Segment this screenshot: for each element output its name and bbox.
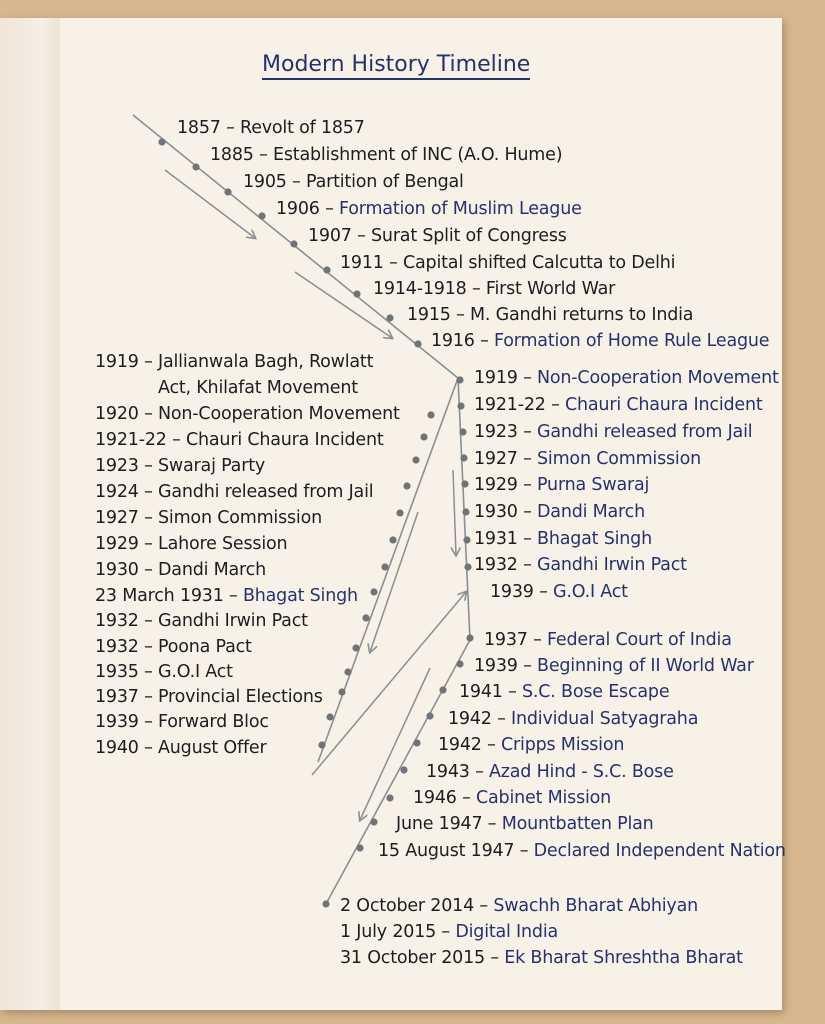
timeline-dot [459,428,466,435]
timeline-dot [414,340,421,347]
event-description: Chauri Chaura Incident [565,395,763,415]
event-description: Digital India [455,922,559,942]
event-date: 1943 – [426,762,490,782]
event-date: 1940 – [95,738,159,758]
timeline-dot [323,266,330,273]
timeline-event [95,482,373,502]
timeline-event [396,814,654,834]
event-description: Act, Khilafat Movement [158,378,358,398]
event-description: Dandi March [158,560,266,580]
timeline-event [459,682,669,702]
event-date: 1923 – [95,456,159,476]
timeline-dot [322,900,329,907]
timeline-event [484,630,732,650]
event-date: 1911 – [340,253,404,273]
event-date: 23 March 1931 – [95,586,243,606]
event-date: 1919 – [95,352,159,372]
event-description: Purna Swaraj [537,475,650,495]
event-date: 1942 – [448,709,512,729]
event-description: Chauri Chaura Incident [186,430,384,450]
event-description: Establishment of INC (A.O. Hume) [273,145,563,165]
timeline-dot [400,766,407,773]
timeline-event [474,502,645,522]
event-date: 1937 – [484,630,548,650]
event-description: Gandhi Irwin Pact [537,555,687,575]
timeline-event [490,582,628,602]
timeline-dot [457,402,464,409]
timeline-event [448,709,698,729]
event-date: 1923 – [474,422,538,442]
timeline-event [474,368,779,388]
timeline-event [340,253,675,273]
timeline-event [474,529,652,549]
event-date: 1 July 2015 – [340,922,456,942]
timeline-event [95,738,266,758]
event-description: Swachh Bharat Abhiyan [493,896,698,916]
event-description: Surat Split of Congress [371,226,567,246]
timeline-event [378,841,786,861]
timeline-dot [386,314,393,321]
timeline-dot [352,644,359,651]
event-description: Revolt of 1857 [240,118,365,138]
timeline-event [210,145,562,165]
event-date: 1857 – [177,118,241,138]
event-date: 1930 – [95,560,159,580]
timeline-dot [381,563,388,570]
event-date: 1927 – [95,508,159,528]
timeline-dot [466,634,473,641]
timeline-dot [464,563,471,570]
timeline-event [431,331,769,351]
event-date: 1932 – [474,555,538,575]
timeline-event [243,172,464,192]
event-date: 31 October 2015 – [340,948,505,968]
event-description: M. Gandhi returns to India [470,305,694,325]
timeline-event [95,662,233,682]
event-date: 1921-22 – [474,395,565,415]
timeline-dot [463,536,470,543]
event-date: 1929 – [95,534,159,554]
event-description: Bhagat Singh [537,529,652,549]
event-description: Cabinet Mission [476,788,612,808]
event-description: Cripps Mission [501,735,625,755]
event-description: August Offer [158,738,267,758]
event-description: Simon Commission [158,508,322,528]
event-date: 1906 – [276,199,340,219]
timeline-event [276,199,582,219]
timeline-event [95,586,358,606]
timeline-dot [413,739,420,746]
event-date: 1905 – [243,172,307,192]
timeline-dot [389,536,396,543]
timeline-dot [460,454,467,461]
timeline-event [95,687,323,707]
timeline-event [95,560,266,580]
timeline-dot [427,411,434,418]
timeline-dot [412,456,419,463]
timeline-dot [396,509,403,516]
event-date: 1916 – [431,331,495,351]
timeline-dot [420,433,427,440]
event-description: Beginning of II World War [537,656,754,676]
event-description: Dandi March [537,502,645,522]
timeline-event [95,430,384,450]
timeline-dot [461,480,468,487]
event-date: 1885 – [210,145,274,165]
event-description: Formation of Home Rule League [494,331,770,351]
timeline-dot [456,660,463,667]
timeline-event [95,637,252,657]
event-date: 1931 – [474,529,538,549]
timeline-dot [338,688,345,695]
arrow-4 [453,470,456,555]
event-description: Swaraj Party [158,456,266,476]
event-date: 1946 – [413,788,477,808]
event-date: 1919 – [474,368,538,388]
event-date: 15 August 1947 – [378,841,534,861]
event-description: G.O.I Act [158,662,233,682]
timeline-dot [353,290,360,297]
timeline-event [95,508,322,528]
event-description: Simon Commission [537,449,701,469]
event-date: 1921-22 – [95,430,186,450]
timeline-event [95,611,308,631]
timeline-event [426,762,674,782]
event-date: 1937 – [95,687,159,707]
timeline-dot [326,713,333,720]
event-description: Bhagat Singh [242,586,358,606]
event-description: Partition of Bengal [306,172,464,192]
timeline-dot [344,668,351,675]
event-description: Poona Pact [158,637,252,657]
timeline-event [95,534,287,554]
event-date: 1932 – [95,611,159,631]
event-description: Ek Bharat Shreshtha Bharat [504,948,743,968]
event-description: Provincial Elections [158,687,323,707]
event-date: 1939 – [95,712,159,732]
timeline-event [340,922,558,942]
timeline-event [177,118,365,138]
event-description: Non-Cooperation Movement [158,404,400,424]
timeline-dot [290,240,297,247]
timeline-dot [258,212,265,219]
timeline-event [474,656,754,676]
event-description: Mountbatten Plan [501,814,654,834]
event-date: 1914-1918 – [373,279,486,299]
event-date: 1935 – [95,662,159,682]
timeline-dot [370,588,377,595]
event-date: June 1947 – [396,814,502,834]
event-date: 1930 – [474,502,538,522]
timeline-event [95,352,373,372]
event-description: Gandhi released from Jail [537,422,753,442]
timeline-event [474,555,687,575]
timeline-event [95,404,400,424]
timeline-dot [318,741,325,748]
timeline-dot [426,712,433,719]
timeline-dot [370,818,377,825]
event-date: 1932 – [95,637,159,657]
timeline-dot [386,794,393,801]
timeline-dot [456,376,463,383]
event-description: Gandhi Irwin Pact [158,611,308,631]
timeline-event [95,456,265,476]
event-description: Forward Bloc [158,712,269,732]
event-date: 1939 – [490,582,554,602]
event-description: Jallianwala Bagh, Rowlatt [158,352,374,372]
event-description: Capital shifted Calcutta to Delhi [403,253,676,273]
event-description: S.C. Bose Escape [522,682,670,702]
event-date: 1939 – [474,656,538,676]
timeline-dot [224,188,231,195]
timeline-event [158,378,358,398]
event-date: 1915 – [407,305,471,325]
event-description: Declared Independent Nation [533,841,786,861]
timeline-event [340,948,743,968]
timeline-event [413,788,611,808]
event-description: Lahore Session [158,534,288,554]
arrow-1 [165,170,255,238]
timeline-dot [462,508,469,515]
timeline-event [474,422,752,442]
event-description: Non-Cooperation Movement [537,368,779,388]
event-description: Formation of Muslim League [339,199,582,219]
timeline-event [95,712,269,732]
event-date: 1920 – [95,404,159,424]
timeline-dot [192,163,199,170]
timeline-dot [158,138,165,145]
event-date: 1924 – [95,482,159,502]
timeline-event [407,305,693,325]
arrow-3 [370,512,418,652]
timeline-event [474,449,701,469]
timeline-event [340,896,698,916]
event-date: 1942 – [438,735,502,755]
timeline-dot [356,844,363,851]
timeline-dot [403,482,410,489]
timeline-dot [362,614,369,621]
timeline-event [308,226,567,246]
page-title: Modern History Timeline [262,52,530,80]
event-description: G.O.I Act [553,582,628,602]
event-description: Individual Satyagraha [511,709,699,729]
event-date: 1941 – [459,682,523,702]
event-description: First World War [485,279,616,299]
timeline-event [474,475,649,495]
timeline-event [373,279,615,299]
event-description: Federal Court of India [547,630,732,650]
timeline-event [474,395,763,415]
event-description: Gandhi released from Jail [158,482,374,502]
event-date: 2 October 2014 – [340,896,494,916]
event-date: 1927 – [474,449,538,469]
event-date: 1907 – [308,226,372,246]
timeline-dot [439,686,446,693]
timeline-event [438,735,624,755]
event-date: 1929 – [474,475,538,495]
event-description: Azad Hind - S.C. Bose [489,762,674,782]
